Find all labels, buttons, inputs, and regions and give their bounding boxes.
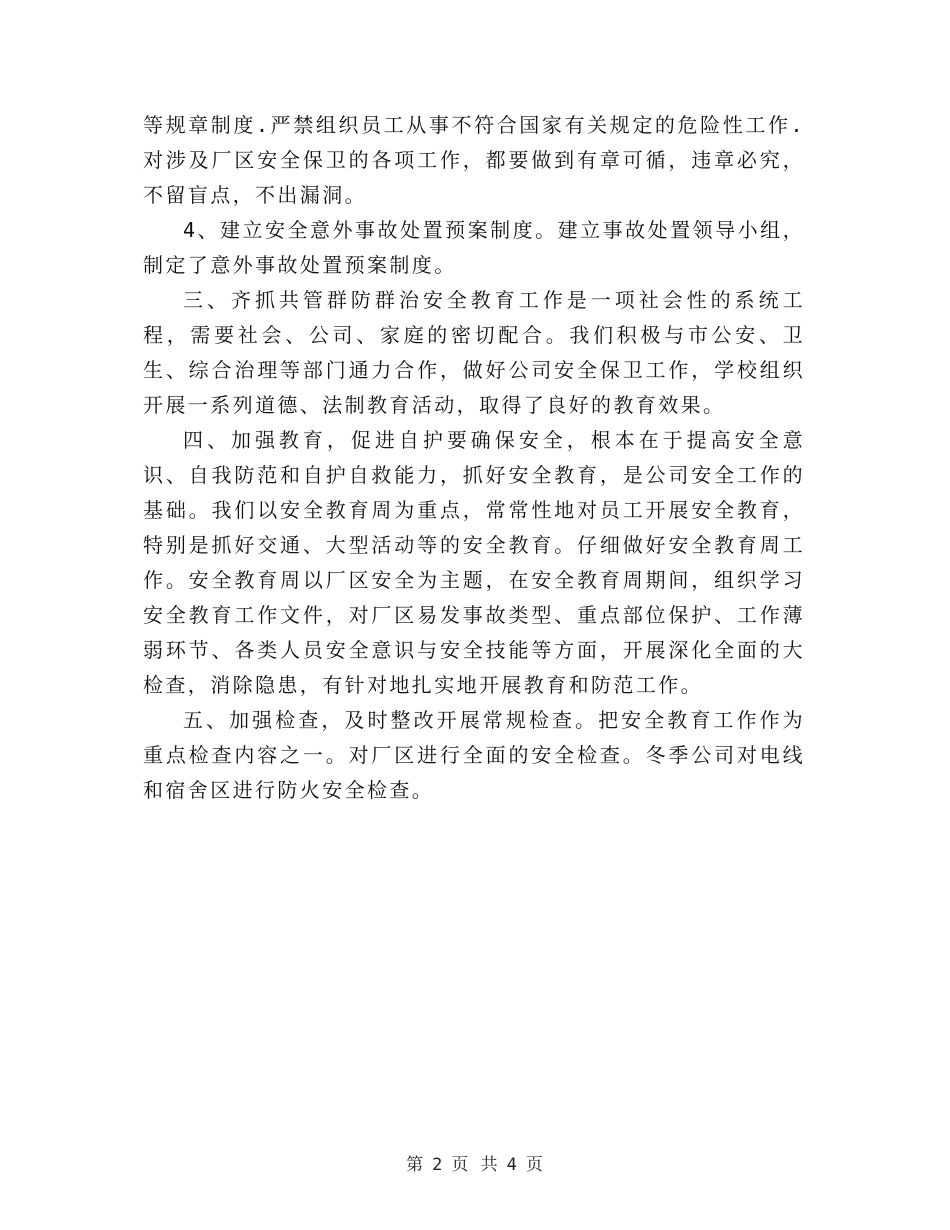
paragraph-education: 四、加强教育，促进自护要确保安全，根本在于提高安全意识、自我防范和自护自救能力，抓好安全教育，是公司安全工作的基础。我们以安全教育周为重点，常常性地对员工开展安全教育，特别是抓好交通、大型活动等的安全教育。仔细做好安全教育周工作。安全教育周以厂区安全为主题，在安全教育周期间，组织学习安全教育工作文件，对厂区易发事故类型、重点部位保护、工作薄弱环节、各类人员安全意识与安全技能等方面，开展深化全面的大检查，消除隐患，有针对地扎实地开展教育和防范工作。 [143, 428, 805, 697]
footer-middle: 页 共 [451, 1155, 499, 1175]
footer-suffix: 页 [525, 1155, 544, 1175]
footer-prefix: 第 [406, 1155, 425, 1175]
paragraph-accident-plan: 4、建立安全意外事故处置预案制度。建立事故处置领导小组，制定了意外事故处置预案制度。 [143, 218, 805, 277]
page-footer [0, 1153, 950, 1177]
paragraph-continuation: 等规章制度.严禁组织员工从事不符合国家有关规定的危险性工作.对涉及厂区安全保卫的各项工作，都要做到有章可循，违章必究，不留盲点，不出漏洞。 [143, 113, 805, 207]
paragraph-inspection: 五、加强检查，及时整改开展常规检查。把安全教育工作作为重点检查内容之一。对厂区进行全面的安全检查。冬季公司对电线和宿舍区进行防火安全检查。 [143, 708, 805, 802]
paragraph-joint-management: 三、齐抓共管群防群治安全教育工作是一项社会性的系统工程，需要社会、公司、家庭的密切配合。我们积极与市公安、卫生、综合治理等部门通力合作，做好公司安全保卫工作，学校组织开展一系列道德、法制教育活动，取得了良好的教育效果。 [143, 288, 805, 417]
document-body [143, 108, 805, 808]
footer-total-pages: 4 [506, 1155, 518, 1175]
footer-page-number: 2 [432, 1155, 444, 1175]
